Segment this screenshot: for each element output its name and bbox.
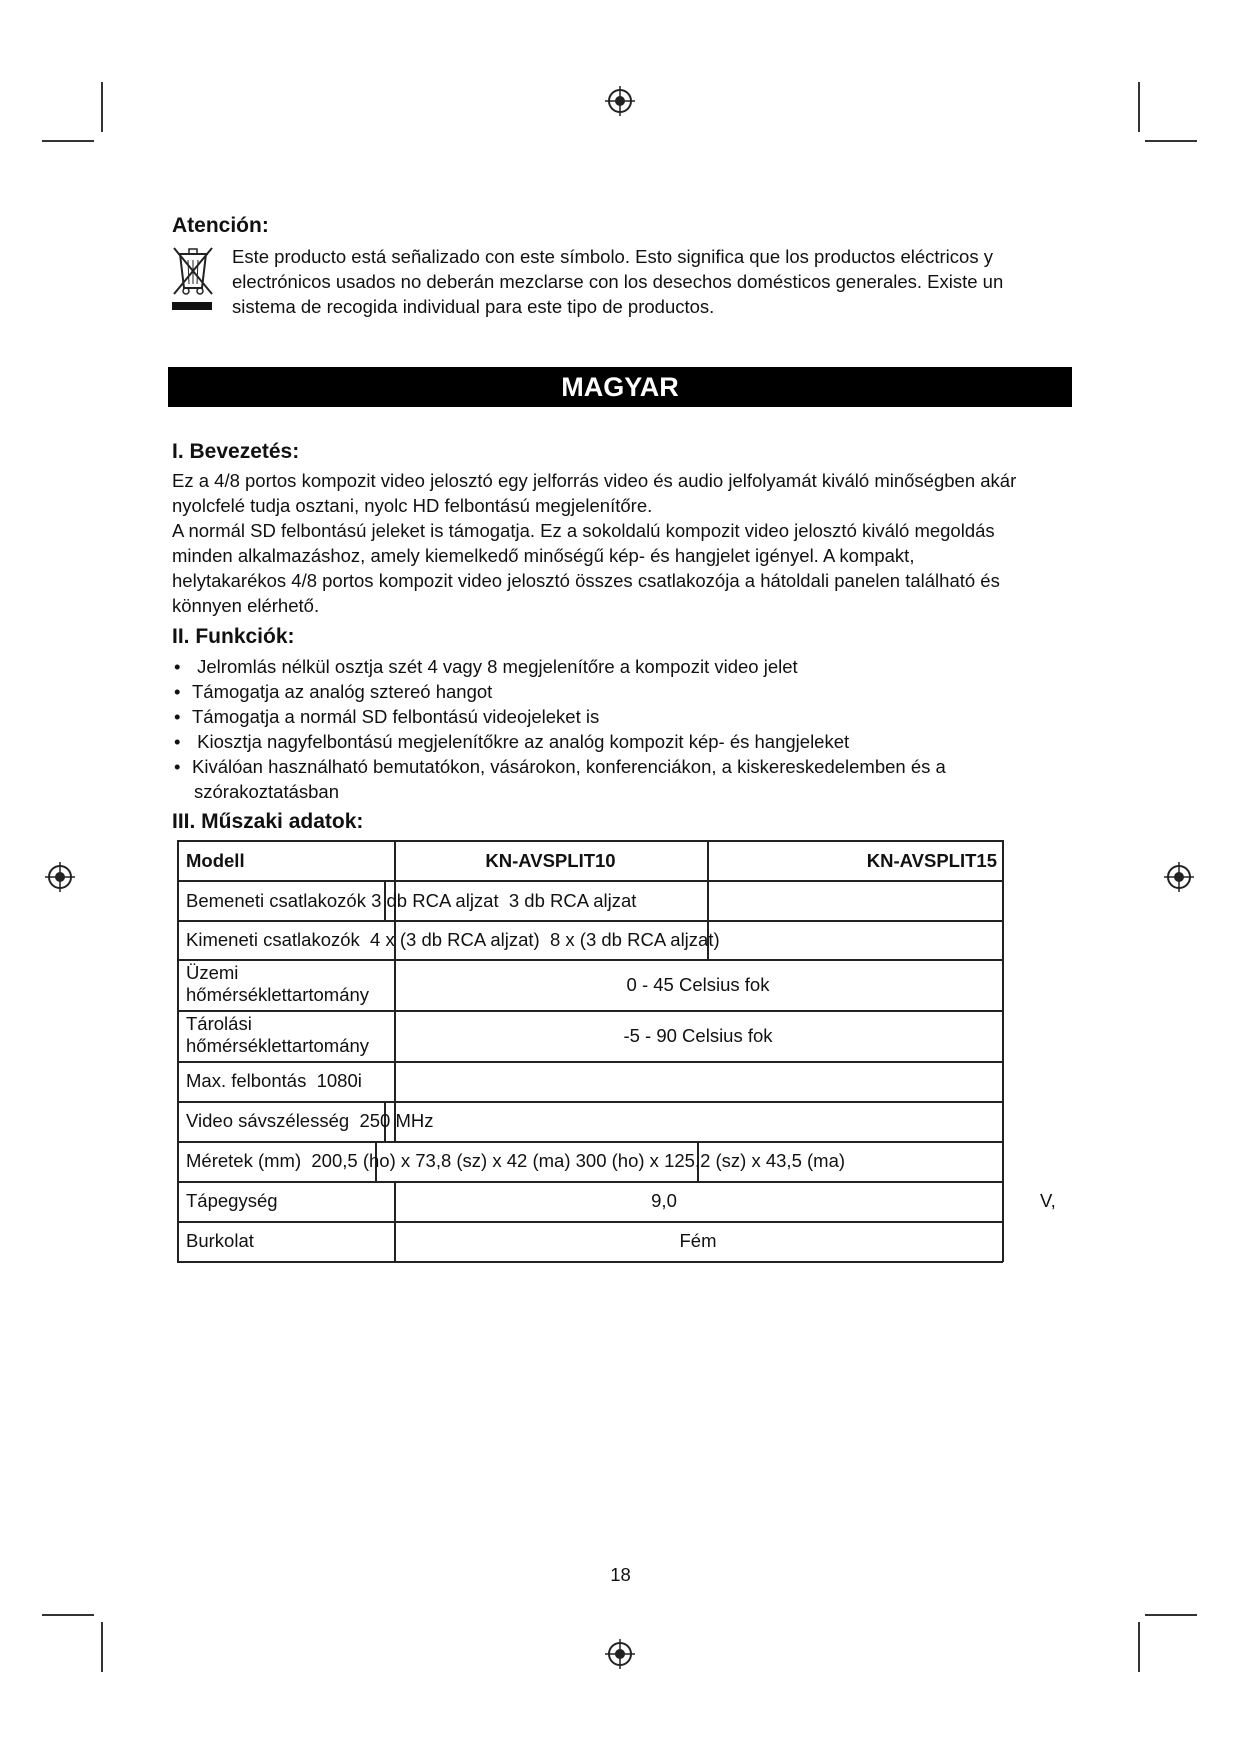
intro-line: könnyen elérhető. bbox=[172, 595, 320, 616]
registration-mark-icon bbox=[605, 86, 635, 116]
table-cell: 9,0 bbox=[651, 1190, 677, 1211]
attention-line: electrónicos usados no deberán mezclarse con los desechos domésticos generales. Existe un bbox=[232, 271, 1004, 292]
registration-mark-icon bbox=[45, 862, 75, 892]
crop-mark bbox=[101, 1622, 103, 1672]
intro-line: nyolcfelé tudja osztani, nyolc HD felbontású megjelenítőre. bbox=[172, 495, 653, 516]
crop-mark bbox=[1145, 1614, 1197, 1616]
language-banner: MAGYAR bbox=[168, 367, 1072, 407]
intro-line: A normál SD felbontású jeleket is támogatja. Ez a sokoldalú kompozit video jelosztó kiváló megoldás bbox=[172, 520, 995, 541]
table-cell: Kimeneti csatlakozók 4 x (3 db RCA aljzat) 8 x (3 db RCA aljzat) bbox=[186, 929, 720, 950]
list-item: • Kiválóan használható bemutatókon, vásárokon, konferenciákon, a kiskereskedelemben és a szórakoztatásban bbox=[172, 754, 1052, 804]
table-cell: Tárolási hőmérséklettartomány bbox=[186, 1013, 370, 1056]
page-number: 18 bbox=[610, 1564, 631, 1585]
crop-mark bbox=[42, 1614, 94, 1616]
attention-title: Atención: bbox=[172, 214, 269, 237]
table-cell: Üzemi hőmérséklettartomány bbox=[186, 962, 370, 1005]
crop-mark bbox=[42, 140, 94, 142]
table-cell: Tápegység bbox=[186, 1190, 278, 1211]
attention-line: sistema de recogida individual para este tipo de productos. bbox=[232, 296, 715, 317]
table-cell: 0 - 45 Celsius fok bbox=[626, 974, 770, 995]
intro-paragraph bbox=[172, 468, 1082, 618]
attention-text bbox=[232, 244, 1092, 319]
specs-heading: III. Műszaki adatok: bbox=[172, 810, 364, 833]
table-header-cell: KN-AVSPLIT15 bbox=[866, 850, 997, 871]
table-cell: Burkolat bbox=[186, 1230, 254, 1251]
crop-mark bbox=[1138, 82, 1140, 132]
list-item: • Kiosztja nagyfelbontású megjelenítőkre az analóg kompozit kép- és hangjeleket bbox=[172, 729, 1052, 754]
weee-crossed-bin-icon bbox=[170, 244, 216, 314]
attention-line: Este producto está señalizado con este símbolo. Esto significa que los productos eléctricos y bbox=[232, 246, 993, 267]
intro-heading: I. Bevezetés: bbox=[172, 440, 300, 463]
functions-heading: II. Funkciók: bbox=[172, 625, 295, 648]
list-item: • Támogatja a normál SD felbontású videojeleket is bbox=[172, 704, 1052, 729]
list-item-continuation: szórakoztatásban bbox=[194, 781, 340, 802]
table-cell: Méretek (mm) 200,5 (ho) x 73,8 (sz) x 42 (ma) 300 (ho) x 125,2 (sz) x 43,5 (ma) bbox=[186, 1150, 846, 1171]
registration-mark-icon bbox=[1164, 862, 1194, 892]
table-cell-overflow: V, bbox=[1040, 1190, 1056, 1211]
table-header-cell: KN-AVSPLIT10 bbox=[485, 850, 616, 871]
list-item: • Támogatja az analóg sztereó hangot bbox=[172, 679, 1052, 704]
functions-list bbox=[172, 654, 1052, 804]
intro-line: Ez a 4/8 portos kompozit video jelosztó egy jelforrás video és audio jelfolyamát kiváló minőségben akár bbox=[172, 470, 1017, 491]
table-cell: Video sávszélesség 250 MHz bbox=[186, 1110, 434, 1131]
intro-line: helytakarékos 4/8 portos kompozit video jelosztó összes csatlakozója a hátoldali panelen található és bbox=[172, 570, 1000, 591]
intro-line: minden alkalmazáshoz, amely kiemelkedő minőségű kép- és hangjelet igényel. A kompakt, bbox=[172, 545, 915, 566]
table-cell: Bemeneti csatlakozók 3 db RCA aljzat 3 db RCA aljzat bbox=[186, 890, 637, 911]
registration-mark-icon bbox=[605, 1639, 635, 1669]
list-item: • Jelromlás nélkül osztja szét 4 vagy 8 megjelenítőre a kompozit video jelet bbox=[172, 654, 1052, 679]
table-cell: Max. felbontás 1080i bbox=[186, 1070, 362, 1091]
table-cell: Fém bbox=[679, 1230, 717, 1251]
crop-mark bbox=[1138, 1622, 1140, 1672]
crop-mark bbox=[101, 82, 103, 132]
table-cell: -5 - 90 Celsius fok bbox=[623, 1025, 773, 1046]
crop-mark bbox=[1145, 140, 1197, 142]
table-header-cell: Modell bbox=[186, 850, 245, 871]
